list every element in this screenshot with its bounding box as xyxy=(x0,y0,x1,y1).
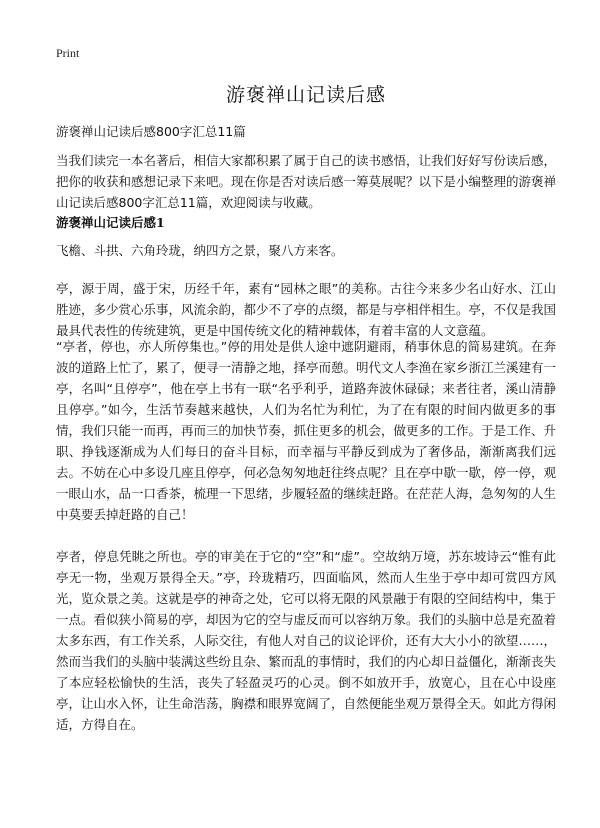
section-heading: 游褒禅山记读后感1 xyxy=(56,215,165,230)
body-paragraph-1: 飞檐、斗拱、六角玲珑，纳四方之景，聚八方来客。 xyxy=(56,243,344,258)
body-paragraph-2: 亭，源于周，盛于宋，历经千年，素有“园林之眼”的美称。古往今来多少名山好水、江山胜迹，多少赏心乐事，风流余韵，都少不了亭的点缀，都是与亭相伴相生。亭，不仅是我国最具代表性的传统建筑，更是中国传统文化的精神载体，有着丰富的人文意蕴。 xyxy=(56,281,557,338)
document-title: 游褒禅山记读后感 xyxy=(225,84,386,106)
intro-paragraph: 当我们读完一本名著后，相信大家都积累了属于自己的读书感悟，让我们好好写份读后感，把你的收获和感想记录下来吧。现在你是否对读后感一筹莫展呢？以下是小编整理的游褒禅山记读后感800字汇总11篇，欢迎阅读与收藏。 xyxy=(56,153,557,210)
body-paragraph-3: “亭者，停也，亦人所停集也。”停的用处是供人途中遮阴避雨，稍事休息的简易建筑。在奔波的道路上忙了，累了，便寻一清静之地，择亭而憩。明代文人李渔在家乡浙江兰溪建有一亭，名叫“且停亭”，他在亭上书有一联“名乎利乎，道路奔波休碌碌；来者往者，溪山清静且停亭。”如今，生活节奏越来越快，人们为名忙为利忙，为了在有限的时间内做更多的事情，我们只能一而再，再而三的加快节奏，抓住更多的机会，做更多的工作。于是工作、升职、挣钱逐渐成为人们每日的奋斗目标，而幸福与平静反到成为了奢侈品，渐渐离我们远去。不妨在心中多设几座且停亭，何必急匆匆地赶往终点呢？且在亭中歇一歇，停一停，观一眼山水，品一口香茶，梳理一下思绪，步履轻盈的继续赶路。在茫茫人海，急匆匆的人生中莫要丢掉赶路的自己！ xyxy=(56,339,557,522)
print-label: Print xyxy=(56,46,80,60)
body-paragraph-4: 亭者，停息凭眺之所也。亭的审美在于它的“空”和“虚”。空故纳万境，苏东坡诗云“惟有此亭无一物，坐观万景得全天。”亭，玲珑精巧，四面临风，然而人生坐于亭中却可赏四方风光，览众景之美。这就是亭的神奇之处，它可以将无限的风景融于有限的空间结构中，集于一点。看似狭小简易的亭，却因为它的空与虚反而可以容纳万象。我们的头脑中总是充盈着太多东西，有工作关系，人际交往，有他人对自己的议论评价，还有大大小小的欲望……，然而当我们的头脑中装满这些纷且杂、繁而乱的事情时，我们的内心却日益僵化，渐渐丧失了本应轻松愉快的生活，丧失了轻盈灵巧的心灵。倒不如放开手，放宽心，且在心中设座亭，让山水入怀，让生命浩荡，胸襟和眼界宽阔了，自然便能坐观万景得全天。如此方得闲适，方得自在。 xyxy=(56,549,557,732)
document-subtitle: 游褒禅山记读后感800字汇总11篇 xyxy=(56,124,246,139)
